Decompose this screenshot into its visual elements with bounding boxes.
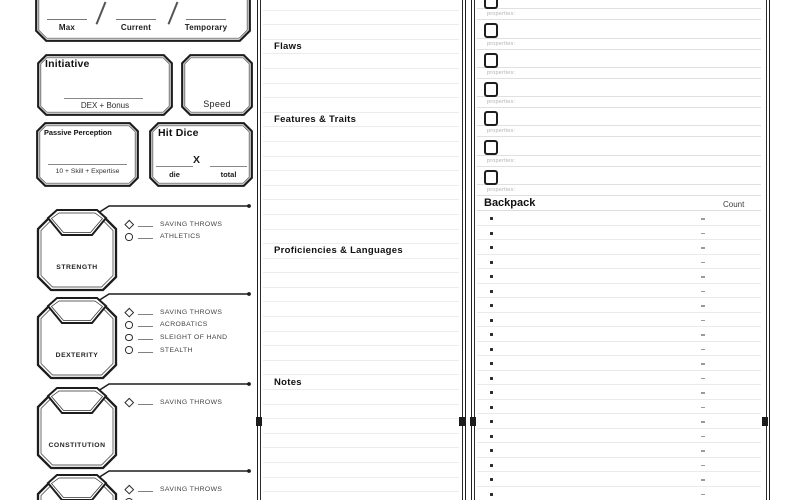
write-line <box>47 19 87 20</box>
attack-properties-row <box>477 126 761 137</box>
backpack-item-row <box>477 298 761 313</box>
bullet-icon <box>490 362 493 365</box>
attack-entry <box>477 79 761 108</box>
ruled-line-row <box>263 157 459 172</box>
backpack-item-row <box>477 487 761 500</box>
section-header-row <box>263 40 459 55</box>
ruled-line-row <box>263 273 459 288</box>
ruled-line-row <box>263 200 459 215</box>
ability-shield-shape <box>36 380 252 476</box>
ruled-line-row <box>263 0 459 11</box>
ability-skills-list <box>124 396 222 409</box>
backpack-rows <box>477 211 761 500</box>
ruled-line-row <box>263 390 459 405</box>
bullet-icon <box>490 290 493 293</box>
write-line <box>138 310 153 315</box>
backpack-item-row <box>477 255 761 270</box>
backpack-item-row <box>477 371 761 386</box>
backpack-item-row <box>477 240 761 255</box>
attack-entry <box>477 167 761 196</box>
section-header-row <box>263 113 459 128</box>
skill-label: ATHLETICS <box>160 233 201 241</box>
section-header: Proficiencies & Languages <box>274 245 403 257</box>
ruled-line-row <box>263 346 459 361</box>
bullet-icon <box>490 493 493 496</box>
hit-dice-die-label: die <box>169 170 180 179</box>
hp-max-label: Max <box>58 23 76 32</box>
hit-dice-box <box>149 122 253 187</box>
ruled-line-row <box>263 259 459 274</box>
ruled-line-row <box>263 127 459 142</box>
attack-properties-label: properties: <box>487 40 516 47</box>
section-header-row <box>263 244 459 259</box>
write-line <box>138 348 153 353</box>
skill-circle-icon <box>125 334 133 342</box>
attacks-list <box>477 0 761 196</box>
attack-checkbox[interactable] <box>484 170 498 185</box>
right-column-content <box>477 0 761 500</box>
slash-divider <box>168 2 178 25</box>
count-placeholder-dash <box>701 291 705 292</box>
bullet-icon <box>490 406 493 409</box>
attack-properties-label: properties: <box>487 157 516 164</box>
backpack-item-row <box>477 226 761 241</box>
bullet-icon <box>490 391 493 394</box>
attack-name-row <box>477 79 761 97</box>
backpack-title: Backpack <box>484 197 536 210</box>
slash-divider <box>96 2 106 25</box>
initiative-title: Initiative <box>45 58 90 70</box>
skill-label: SLEIGHT OF HAND <box>160 333 228 341</box>
attack-entry <box>477 50 761 79</box>
ruled-line-row <box>263 332 459 347</box>
saving-throw-diamond-icon <box>124 220 133 229</box>
count-placeholder-dash <box>701 334 705 335</box>
saving-throw-diamond-icon <box>124 308 133 317</box>
bullet-icon <box>490 348 493 351</box>
hit-dice-total-label: total <box>220 170 237 179</box>
hit-points-box <box>35 0 251 42</box>
saving-throw-diamond-icon <box>124 485 133 494</box>
count-placeholder-dash <box>701 479 705 480</box>
count-placeholder-dash <box>701 407 705 408</box>
initiative-formula: DEX + Bonus <box>80 101 130 110</box>
speed-label: Speed <box>203 99 231 109</box>
attack-checkbox[interactable] <box>484 0 498 9</box>
attack-entry <box>477 20 761 49</box>
ruled-line-row <box>263 463 459 478</box>
write-line <box>186 19 226 20</box>
attack-name-row <box>477 108 761 126</box>
bullet-icon <box>490 464 493 467</box>
section-header: Notes <box>274 376 302 388</box>
ability-block-constitution <box>36 380 252 476</box>
skill-circle-icon <box>125 346 133 354</box>
ruled-line-row <box>263 230 459 245</box>
count-placeholder-dash <box>701 262 705 263</box>
initiative-box <box>37 54 173 116</box>
ruled-line-row <box>263 98 459 113</box>
bullet-icon <box>490 319 493 322</box>
bullet-icon <box>490 275 493 278</box>
attack-properties-label: properties: <box>487 99 516 106</box>
page-joint-mark <box>762 417 768 426</box>
attack-properties-row <box>477 68 761 79</box>
skill-row <box>124 218 222 231</box>
middle-column-rows <box>263 0 459 500</box>
ruled-line-row <box>263 492 459 500</box>
write-line <box>156 166 193 167</box>
ruled-line-row <box>263 405 459 420</box>
backpack-item-row <box>477 429 761 444</box>
ruled-line-row <box>263 11 459 26</box>
attack-name-row <box>477 50 761 68</box>
count-placeholder-dash <box>701 363 705 364</box>
count-placeholder-dash <box>701 436 705 437</box>
ability-name-label: STRENGTH <box>56 264 98 271</box>
ruled-line-row <box>263 25 459 40</box>
write-line <box>116 19 156 20</box>
bullet-icon <box>490 261 493 264</box>
skill-icon-wrap <box>124 399 134 406</box>
ruled-line-row <box>263 186 459 201</box>
ruled-line-row <box>263 171 459 186</box>
skill-row <box>124 319 227 332</box>
backpack-item-row <box>477 472 761 487</box>
bullet-icon <box>490 435 493 438</box>
saving-throw-diamond-icon <box>124 398 133 407</box>
skill-row <box>124 331 227 344</box>
attack-entry <box>477 0 761 20</box>
bullet-icon <box>490 420 493 423</box>
skill-label: SAVING THROWS <box>160 308 223 316</box>
backpack-header <box>477 196 761 211</box>
ability-skills-list <box>124 306 227 356</box>
ruled-line-row <box>263 84 459 99</box>
ability-name-label: CONSTITUTION <box>48 442 106 449</box>
ruled-line-row <box>263 69 459 84</box>
write-line <box>210 166 247 167</box>
skill-circle-icon <box>125 233 133 241</box>
count-placeholder-dash <box>701 233 705 234</box>
page-joint-mark <box>470 417 476 426</box>
attack-name-row <box>477 20 761 38</box>
attack-checkbox[interactable] <box>484 53 498 68</box>
count-placeholder-dash <box>701 378 705 379</box>
skill-icon-wrap <box>124 221 134 228</box>
ruled-line-row <box>263 317 459 332</box>
ruled-line-row <box>263 419 459 434</box>
section-header: Flaws <box>274 41 302 53</box>
skill-row <box>124 231 222 244</box>
backpack-item-row <box>477 313 761 328</box>
hp-max-cell <box>45 19 89 32</box>
write-line <box>138 234 153 239</box>
ruled-line-row <box>263 478 459 493</box>
skill-row <box>124 396 222 409</box>
passive-perception-title: Passive Perception <box>44 128 112 137</box>
ability-skills-list <box>124 483 222 500</box>
skill-label: SAVING THROWS <box>160 398 223 406</box>
backpack-item-row <box>477 269 761 284</box>
hp-current-label: Current <box>120 23 152 32</box>
count-placeholder-dash <box>701 494 705 495</box>
hp-current-cell <box>114 19 158 32</box>
attack-checkbox[interactable] <box>484 23 498 38</box>
count-placeholder-dash <box>701 218 705 219</box>
speed-box <box>181 54 253 116</box>
write-line <box>138 322 153 327</box>
passive-perception-formula: 10 + Skill + Expertise <box>55 168 120 175</box>
ability-block-dexterity <box>36 290 252 386</box>
write-line <box>138 487 153 492</box>
ruled-line-row <box>263 434 459 449</box>
skill-icon-wrap <box>124 321 134 329</box>
ruled-line-row <box>263 448 459 463</box>
attack-properties-row <box>477 156 761 167</box>
attack-name-row <box>477 167 761 185</box>
backpack-item-row <box>477 211 761 226</box>
skill-row <box>124 483 222 496</box>
count-placeholder-dash <box>701 305 705 306</box>
count-placeholder-dash <box>701 276 705 277</box>
section-header: Features & Traits <box>274 114 357 126</box>
skill-row <box>124 496 222 500</box>
write-line <box>138 400 153 405</box>
skill-icon-wrap <box>124 334 134 342</box>
count-placeholder-dash <box>701 349 705 350</box>
attack-properties-label: properties: <box>487 128 516 135</box>
attack-properties-label: properties: <box>487 69 516 76</box>
attack-name-row <box>477 137 761 155</box>
passive-perception-box <box>36 122 139 187</box>
attack-properties-row <box>477 97 761 108</box>
ruled-line-row <box>263 215 459 230</box>
skill-label: ACROBATICS <box>160 321 208 329</box>
count-placeholder-dash <box>701 450 705 451</box>
attack-checkbox[interactable] <box>484 140 498 155</box>
skill-row <box>124 344 227 357</box>
bullet-icon <box>490 217 493 220</box>
hp-temporary-label: Temporary <box>184 23 228 32</box>
bullet-icon <box>490 449 493 452</box>
write-line <box>138 222 153 227</box>
skill-icon-wrap <box>124 486 134 493</box>
skill-label: STEALTH <box>160 346 193 354</box>
backpack-item-row <box>477 400 761 415</box>
write-line <box>64 98 143 99</box>
hit-dice-times: X <box>193 154 201 166</box>
hp-temporary-cell <box>184 19 228 32</box>
count-placeholder-dash <box>701 247 705 248</box>
page-joint-mark <box>459 417 465 426</box>
ruled-line-row <box>263 302 459 317</box>
ruled-line-row <box>263 54 459 69</box>
skill-row <box>124 306 227 319</box>
attack-properties-label: properties: <box>487 11 516 18</box>
ability-block-strength <box>36 202 252 298</box>
bullet-icon <box>490 232 493 235</box>
skill-circle-icon <box>125 321 133 329</box>
backpack-item-row <box>477 342 761 357</box>
attack-name-row <box>477 0 761 9</box>
hit-dice-title: Hit Dice <box>158 127 199 139</box>
bullet-icon <box>490 333 493 336</box>
attack-entry <box>477 137 761 166</box>
attack-checkbox[interactable] <box>484 82 498 97</box>
backpack-count-label: Count <box>723 200 745 210</box>
skill-icon-wrap <box>124 233 134 241</box>
bullet-icon <box>490 478 493 481</box>
ruled-line-row <box>263 361 459 376</box>
skill-icon-wrap <box>124 309 134 316</box>
write-line <box>138 335 153 340</box>
backpack-item-row <box>477 385 761 400</box>
count-placeholder-dash <box>701 320 705 321</box>
backpack-item-row <box>477 414 761 429</box>
backpack-item-row <box>477 327 761 342</box>
backpack-item-row <box>477 443 761 458</box>
ability-shield-shape <box>36 202 252 298</box>
attack-properties-row <box>477 39 761 50</box>
attack-entry <box>477 108 761 137</box>
count-placeholder-dash <box>701 465 705 466</box>
ability-name-label: DEXTERITY <box>55 352 99 359</box>
write-line <box>48 164 127 165</box>
skill-icon-wrap <box>124 346 134 354</box>
backpack-item-row <box>477 356 761 371</box>
bullet-icon <box>490 304 493 307</box>
ability-skills-list <box>124 218 222 243</box>
backpack-item-row <box>477 458 761 473</box>
ruled-line-row <box>263 142 459 157</box>
attack-properties-row <box>477 9 761 20</box>
page-joint-mark <box>256 417 262 426</box>
bullet-icon <box>490 246 493 249</box>
ruled-line-row <box>263 288 459 303</box>
skill-label: SAVING THROWS <box>160 220 223 228</box>
bullet-icon <box>490 377 493 380</box>
ability-block-partial <box>36 467 252 500</box>
count-placeholder-dash <box>701 392 705 393</box>
backpack-item-row <box>477 284 761 299</box>
attack-properties-label: properties: <box>487 187 516 194</box>
skill-label: SAVING THROWS <box>160 485 223 493</box>
attack-properties-row <box>477 185 761 196</box>
attack-checkbox[interactable] <box>484 111 498 126</box>
count-placeholder-dash <box>701 421 705 422</box>
section-header-row <box>263 375 459 390</box>
